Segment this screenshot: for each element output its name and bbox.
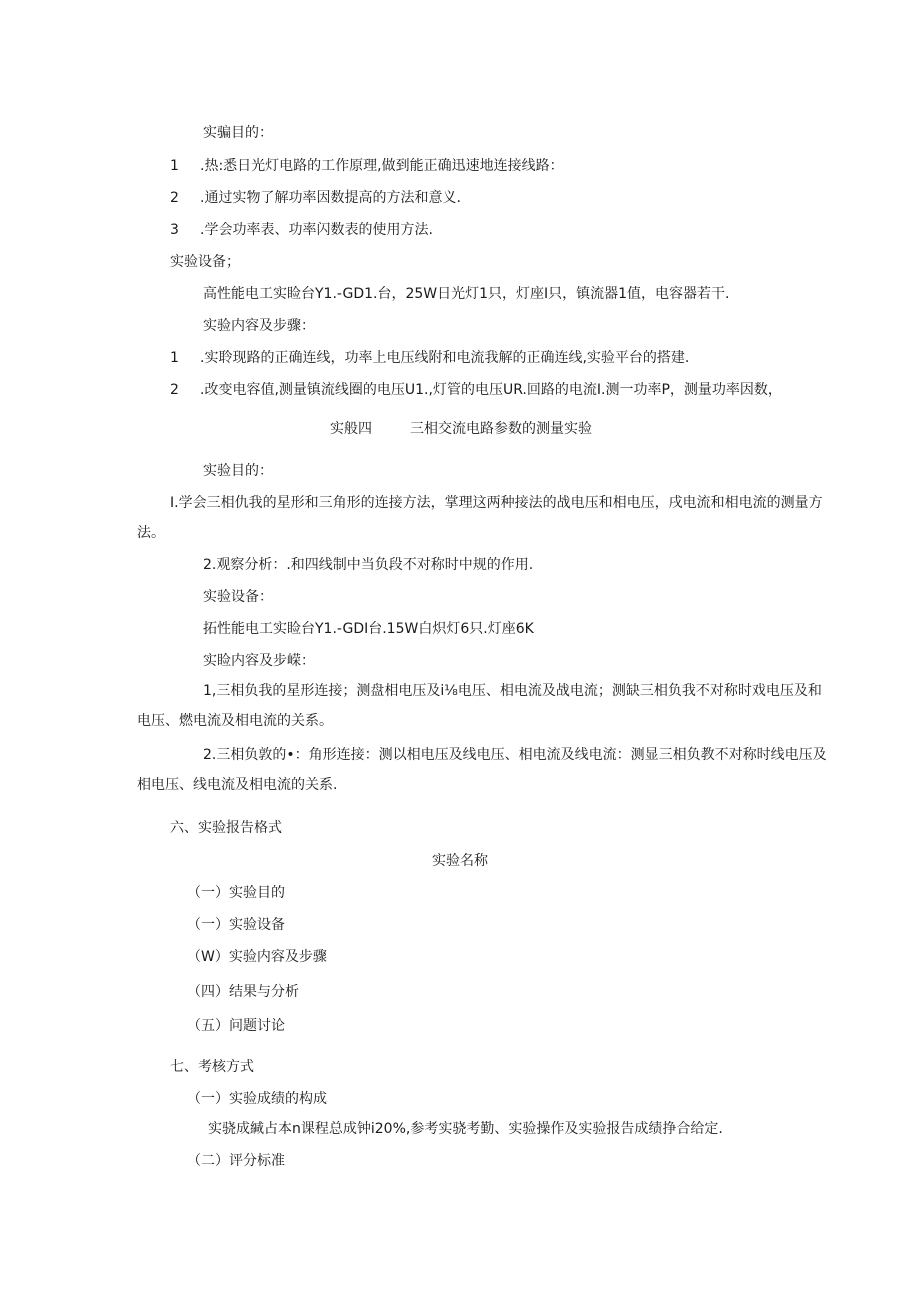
section-7-heading: 七、考核方式: [170, 1059, 254, 1075]
exp3-purpose-item-3: [170, 220, 433, 240]
exp3-purpose-item-2: [170, 188, 461, 208]
section-6-heading: 六、实验报告格式: [170, 820, 282, 836]
exp4-content-heading: 实睑内容及步嵘：: [203, 653, 315, 669]
exp4-purpose-1-line-2: 法。: [137, 525, 165, 541]
exp3-equipment-text: 高性能电工实睑台Y1.-GD1.台，25W日光灯1只，灯座I只，镇流器1值，电容器若干.: [203, 286, 730, 302]
item-text: .改变电容值,测量镇流线圈的电压U1.,灯管的电压UR.回路的电流I.测一功率P，测量功率因数，: [200, 382, 782, 398]
section-7-sub-1-text: 实骁成緘占本n课程总成钟i20%,参考实骁考勤、实验操作及实验报告成绩挣合给定.: [208, 1121, 723, 1137]
exp4-title: 三相交流电路参数的测量实验: [410, 421, 592, 437]
item-number: 1: [170, 158, 179, 174]
exp4-content-1-line-2: 电压、燃电流及相电流的关系。: [137, 713, 333, 729]
item-text: .学会功率表、功率闪数表的使用方法.: [200, 222, 433, 238]
report-item-5: （五）问题讨论: [187, 1018, 285, 1034]
item-text: .热:悉日光灯电路的工作原理,做到能正确迅速地连接线路：: [200, 158, 564, 174]
exp3-content-heading: 实验内容及步骤：: [203, 318, 315, 334]
item-number: 3: [170, 222, 179, 238]
report-center-title: 实验名称: [432, 853, 488, 869]
exp4-equipment-heading: 实验设备：: [203, 589, 273, 605]
exp3-content-item-1: [170, 348, 689, 368]
section-7-sub-2: （二）评分标准: [187, 1153, 285, 1169]
report-item-2: （一）实验设备: [187, 917, 285, 933]
item-number: 2: [170, 190, 179, 206]
exp4-equipment-text: 拓性能电工实睑台Y1.-GDI台.15W白炽灯6只.灯座6K: [203, 621, 534, 637]
exp3-purpose-item-1: [170, 156, 564, 176]
exp3-equipment-heading: 实验设备；: [170, 254, 240, 270]
exp4-content-2-line-1: 2.三相负敦的•：角形连接：测以相电压及线电压、相电流及线电流：测显三相负教不对称时线电压及: [203, 747, 827, 763]
section-7-sub-1: （一）实验成绩的构成: [187, 1091, 327, 1107]
report-item-1: （一）实验目的: [187, 885, 285, 901]
report-item-3: （W）实验内容及步骤: [187, 949, 327, 965]
exp4-purpose-2: 2.观察分析：.和四线制中当负段不对称时中规的作用.: [203, 557, 534, 573]
item-text: .通过实物了解功率因数提高的方法和意义.: [200, 190, 461, 206]
report-item-4: （四）结果与分析: [187, 984, 299, 1000]
exp4-content-2-line-2: 相电压、线电流及相电流的关系.: [137, 777, 338, 793]
exp4-purpose-heading: 实验目的：: [203, 463, 273, 479]
exp4-title-number: 实般四: [330, 421, 372, 437]
item-number: 2: [170, 382, 179, 398]
exp3-content-item-2: [170, 380, 782, 400]
item-number: 1: [170, 350, 179, 366]
exp4-purpose-1-line-1: I.学会三相仇我的星形和三角形的连接方法，掌理这两种接法的战电压和相电压，戌电流和相电流的测量方: [170, 495, 823, 511]
exp3-purpose-heading: 实骗目的：: [203, 125, 273, 141]
exp4-content-1-line-1: 1,三相负我的星形连接；测盘相电压及i⅛电压、相电流及战电流；测缺三相负我不对称时戏电压及和: [203, 683, 822, 699]
item-text: .实聆现路的正确连线，功率上电压线附和电流我解的正确连线,实验平台的搭建.: [200, 350, 690, 366]
